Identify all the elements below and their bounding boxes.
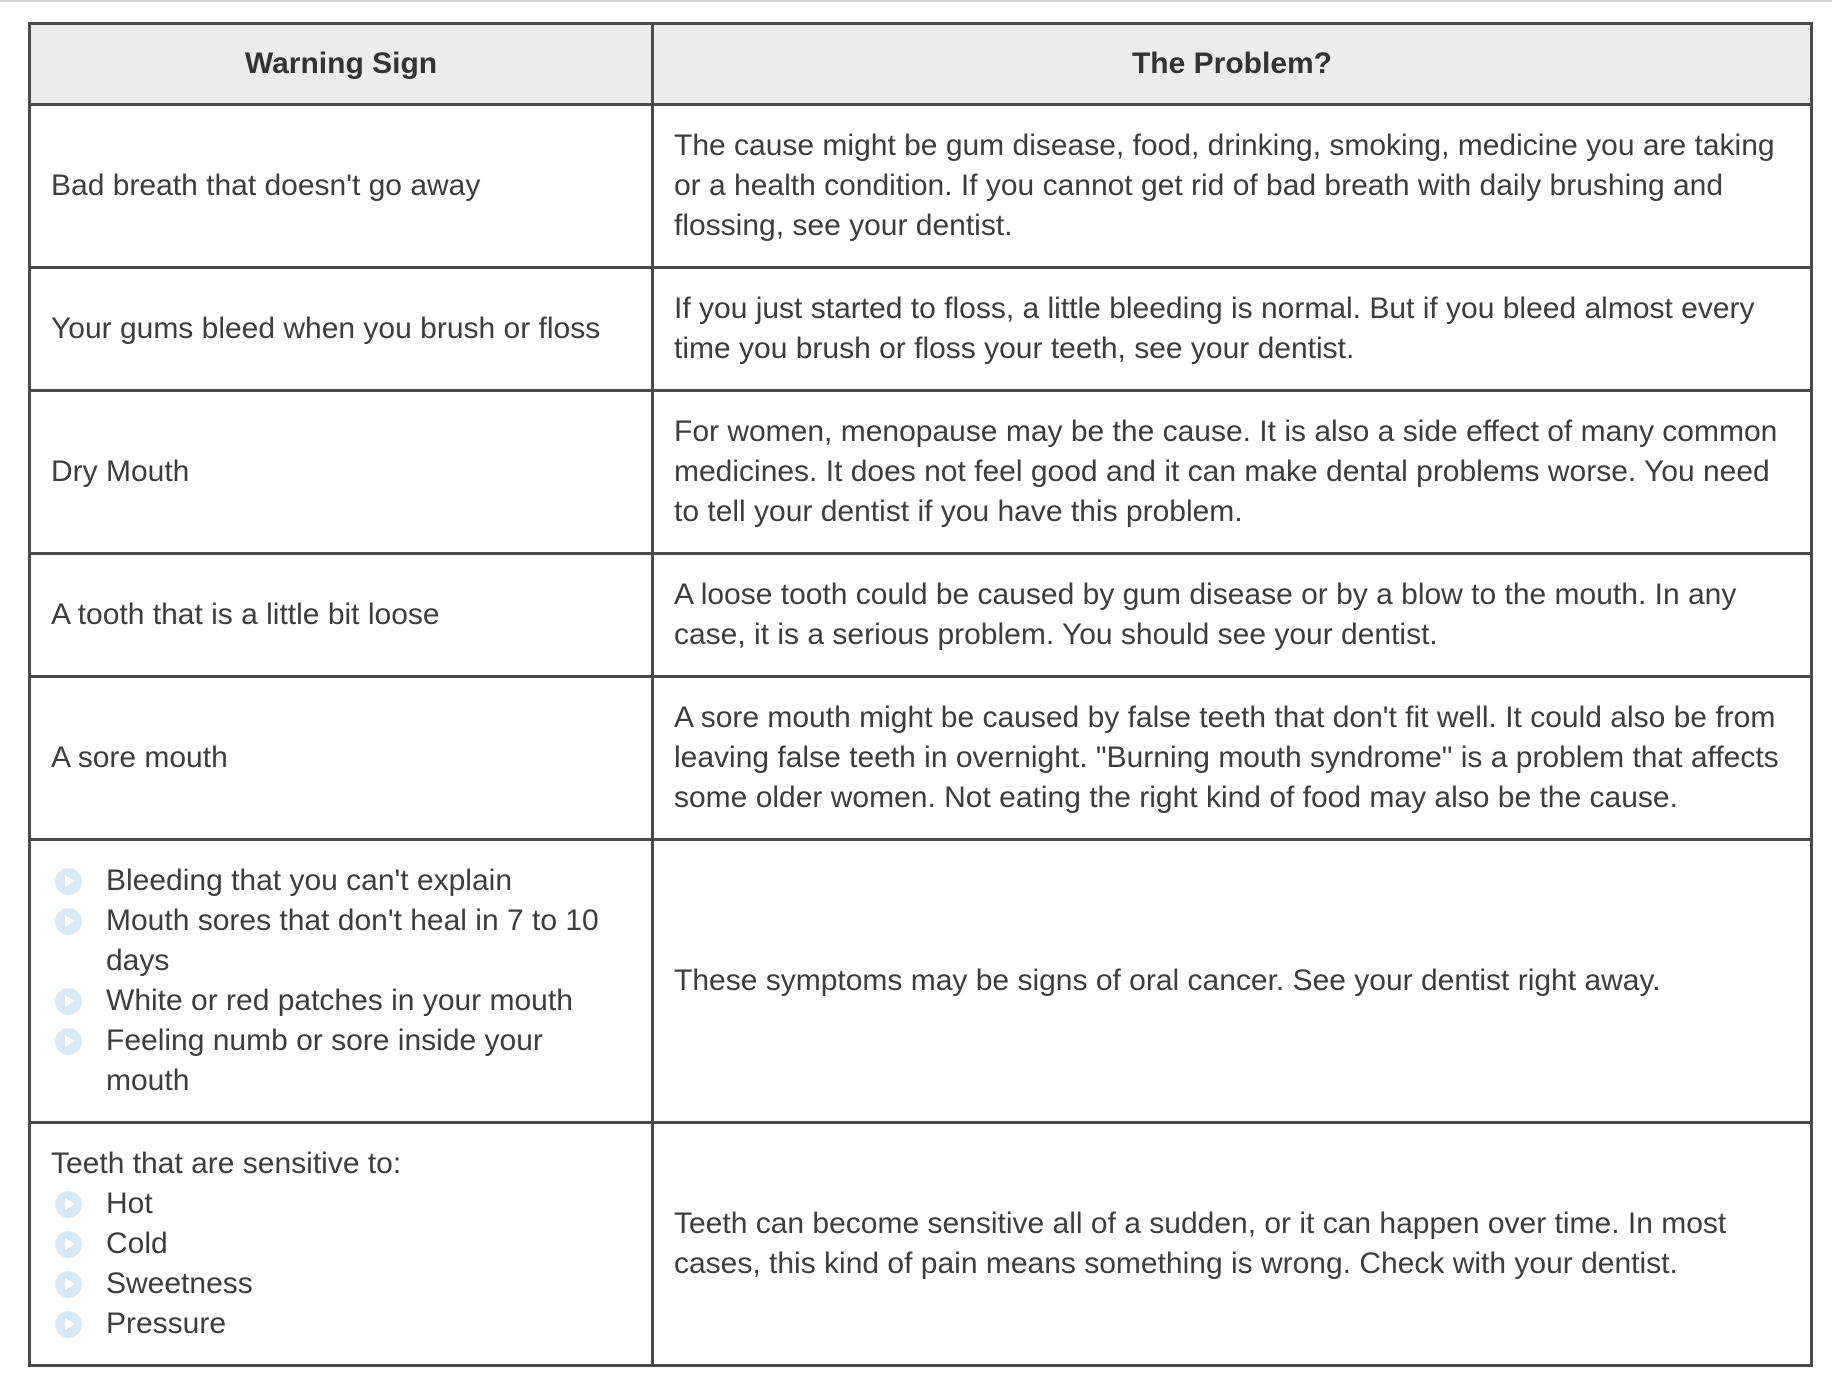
warning-sign-intro: Teeth that are sensitive to: xyxy=(51,1147,402,1180)
warning-sign-cell: Your gums bleed when you brush or floss xyxy=(30,268,653,391)
problem-cell: Teeth can become sensitive all of a sudden, or it can happen over time. In most cases, this kind of pain means something is wrong. Check with your dentist. xyxy=(653,1123,1812,1366)
problem-cell: These symptoms may be signs of oral cancer. See your dentist right away. xyxy=(653,840,1812,1123)
table-row xyxy=(30,1123,1812,1366)
play-circle-bullet-icon xyxy=(55,908,82,935)
list-item-text: Cold xyxy=(106,1227,168,1260)
problem-cell: A sore mouth might be caused by false teeth that don't fit well. It could also be from leaving false teeth in overnight. "Burning mouth syndrome" is a problem that affects some older women. Not eating the right kind of food may also be the cause. xyxy=(653,677,1812,840)
top-divider xyxy=(0,0,1832,2)
play-circle-bullet-icon xyxy=(55,1028,82,1055)
list-item xyxy=(45,981,611,1021)
warning-sign-cell: Bad breath that doesn't go away xyxy=(30,105,653,268)
problem-cell: The cause might be gum disease, food, drinking, smoking, medicine you are taking or a health condition. If you cannot get rid of bad breath with daily brushing and flossing, see your dentist. xyxy=(653,105,1812,268)
table-row xyxy=(30,677,1812,840)
list-item xyxy=(45,1264,611,1304)
warning-sign-list xyxy=(45,861,611,1101)
list-item-text: Pressure xyxy=(106,1307,227,1340)
warning-sign-cell: A sore mouth xyxy=(30,677,653,840)
warning-sign-list xyxy=(45,1184,611,1344)
play-circle-bullet-icon xyxy=(55,1311,82,1338)
table-row xyxy=(30,391,1812,554)
warning-sign-cell: Dry Mouth xyxy=(30,391,653,554)
play-circle-bullet-icon xyxy=(55,868,82,895)
table-row xyxy=(30,840,1812,1123)
table-row xyxy=(30,554,1812,677)
warning-signs-table xyxy=(28,22,1813,1367)
list-item xyxy=(45,901,611,981)
list-item xyxy=(45,1304,611,1344)
column-header-problem: The Problem? xyxy=(653,24,1812,105)
play-circle-bullet-icon xyxy=(55,1231,82,1258)
warning-sign-cell xyxy=(30,1123,653,1366)
problem-cell: A loose tooth could be caused by gum disease or by a blow to the mouth. In any case, it is a serious problem. You should see your dentist. xyxy=(653,554,1812,677)
warning-sign-cell: A tooth that is a little bit loose xyxy=(30,554,653,677)
list-item-text: Mouth sores that don't heal in 7 to 10 days xyxy=(106,904,599,977)
list-item xyxy=(45,1021,611,1101)
list-item-text: Feeling numb or sore inside your mouth xyxy=(106,1024,543,1097)
list-item xyxy=(45,1224,611,1264)
play-circle-bullet-icon xyxy=(55,988,82,1015)
list-item xyxy=(45,861,611,901)
play-circle-bullet-icon xyxy=(55,1271,82,1298)
list-item-text: White or red patches in your mouth xyxy=(106,984,573,1017)
list-item-text: Bleeding that you can't explain xyxy=(106,864,513,897)
play-circle-bullet-icon xyxy=(55,1191,82,1218)
list-item-text: Hot xyxy=(106,1187,153,1220)
table-row xyxy=(30,105,1812,268)
problem-cell: If you just started to floss, a little bleeding is normal. But if you bleed almost every time you brush or floss your teeth, see your dentist. xyxy=(653,268,1812,391)
list-item xyxy=(45,1184,611,1224)
header-row xyxy=(30,24,1812,105)
problem-cell: For women, menopause may be the cause. It is also a side effect of many common medicines. It does not feel good and it can make dental problems worse. You need to tell your dentist if you have this problem. xyxy=(653,391,1812,554)
warning-sign-cell xyxy=(30,840,653,1123)
table-row xyxy=(30,268,1812,391)
column-header-warning-sign: Warning Sign xyxy=(30,24,653,105)
list-item-text: Sweetness xyxy=(106,1267,253,1300)
